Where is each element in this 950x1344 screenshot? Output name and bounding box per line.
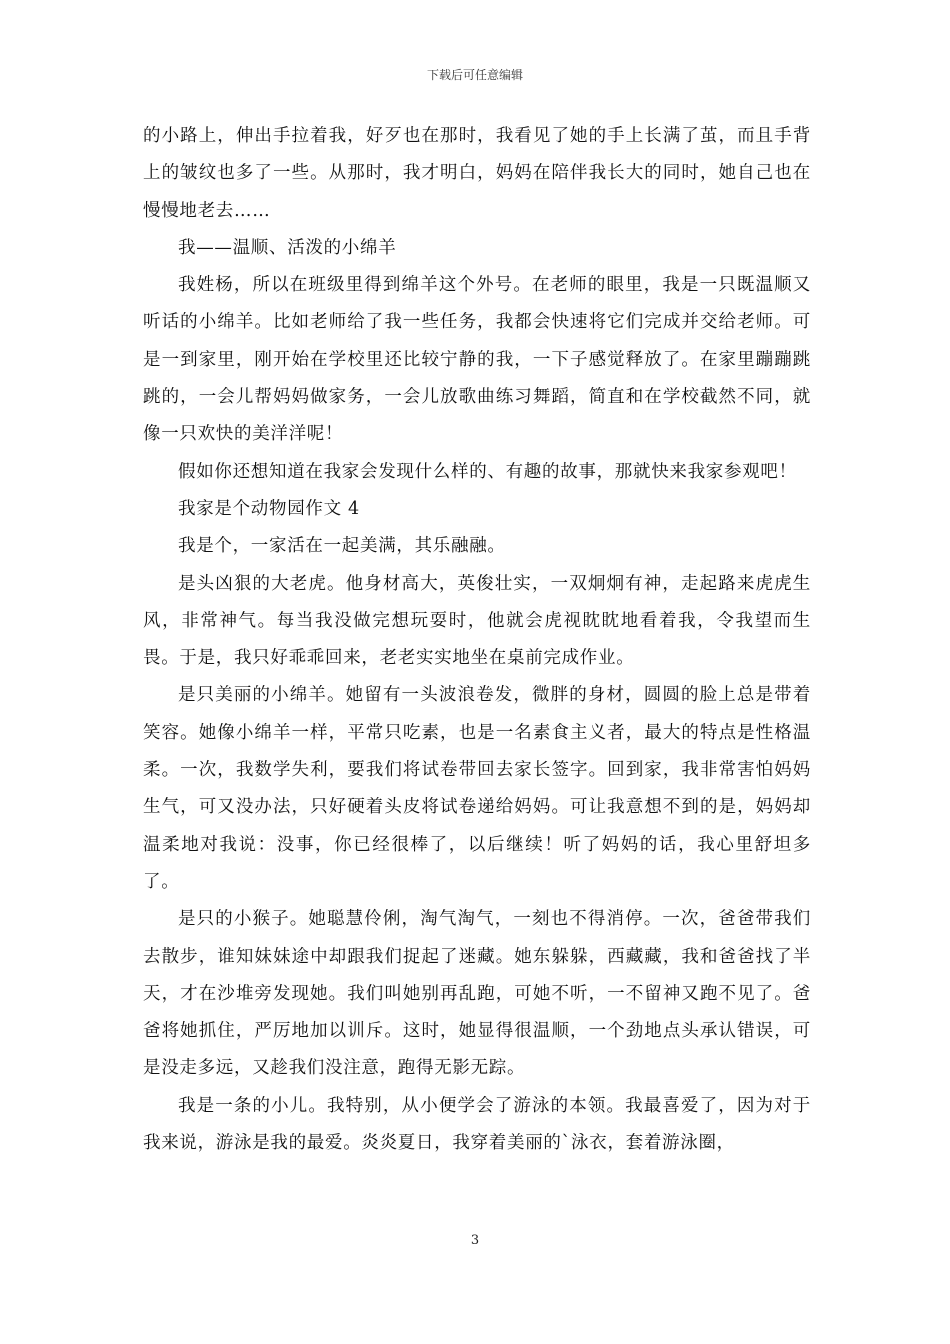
paragraph: 我姓杨，所以在班级里得到绵羊这个外号。在老师的眼里，我是一只既温顺又听话的小绵羊。比如老师给了我一些任务，我都会快速将它们完成并交给老师。可是一到家里，刚开始在学校里还比较宁静的我，一下子感觉释放了。在家里蹦蹦跳跳的，一会儿帮妈妈做家务，一会儿放歌曲练习舞蹈，简直和在学校截然不同，就像一只欢快的美洋洋呢！: [143, 275, 811, 445]
paragraph: 假如你还想知道在我家会发现什么样的、有趣的故事，那就快来我家参观吧！: [178, 461, 797, 482]
page-number: 3: [470, 1233, 480, 1248]
paragraph: 我是一条的小儿。我特别，从小便学会了游泳的本领。我最喜爱了，因为对于我来说，游泳是我的最爱。炎炎夏日，我穿着美丽的`泳衣，套着游泳圈，: [143, 1095, 811, 1154]
essay-title: 我家是个动物园作文 4: [178, 498, 360, 519]
paragraph: 的小路上，伸出手拉着我，好歹也在那时，我看见了她的手上长满了茧，而且手背上的皱纹也多了一些。从那时，我才明白，妈妈在陪伴我长大的同时，她自己也在慢慢地老去……: [143, 126, 811, 221]
paragraph: 我是个，一家活在一起美满，其乐融融。: [178, 536, 506, 557]
section-heading: 我——温顺、活泼的小绵羊: [178, 237, 397, 258]
paragraph: 是只美丽的小绵羊。她留有一头波浪卷发，微胖的身材，圆圆的脸上总是带着笑容。她像小绵羊一样，平常只吃素，也是一名素食主义者，最大的特点是性格温柔。一次，我数学失利，要我们将试卷带回去家长签字。回到家，我非常害怕妈妈生气，可又没办法，只好硬着头皮将试卷递给妈妈。可让我意想不到的是，妈妈却温柔地对我说：没事，你已经很棒了，以后继续！听了妈妈的话，我心里舒坦多了。: [143, 685, 811, 892]
paragraph: 是只的小猴子。她聪慧伶俐，淘气淘气，一刻也不得消停。一次，爸爸带我们去散步，谁知妹妹途中却跟我们捉起了迷藏。她东躲躲，西藏藏，我和爸爸找了半天，才在沙堆旁发现她。我们叫她别再乱跑，可她不听，一不留神又跑不见了。爸爸将她抓住，严厉地加以训斥。这时，她显得很温顺，一个劲地点头承认错误，可是没走多远，又趁我们没注意，跑得无影无踪。: [143, 909, 811, 1079]
page-header: 下载后可任意编辑: [426, 68, 523, 82]
document-body: [143, 118, 811, 1162]
paragraph: 是头凶狠的大老虎。他身材高大，英俊壮实，一双炯炯有神，走起路来虎虎生风，非常神气。每当我没做完想玩耍时，他就会虎视眈眈地看着我，令我望而生畏。于是，我只好乖乖回来，老老实实地坐在桌前完成作业。: [143, 573, 811, 669]
